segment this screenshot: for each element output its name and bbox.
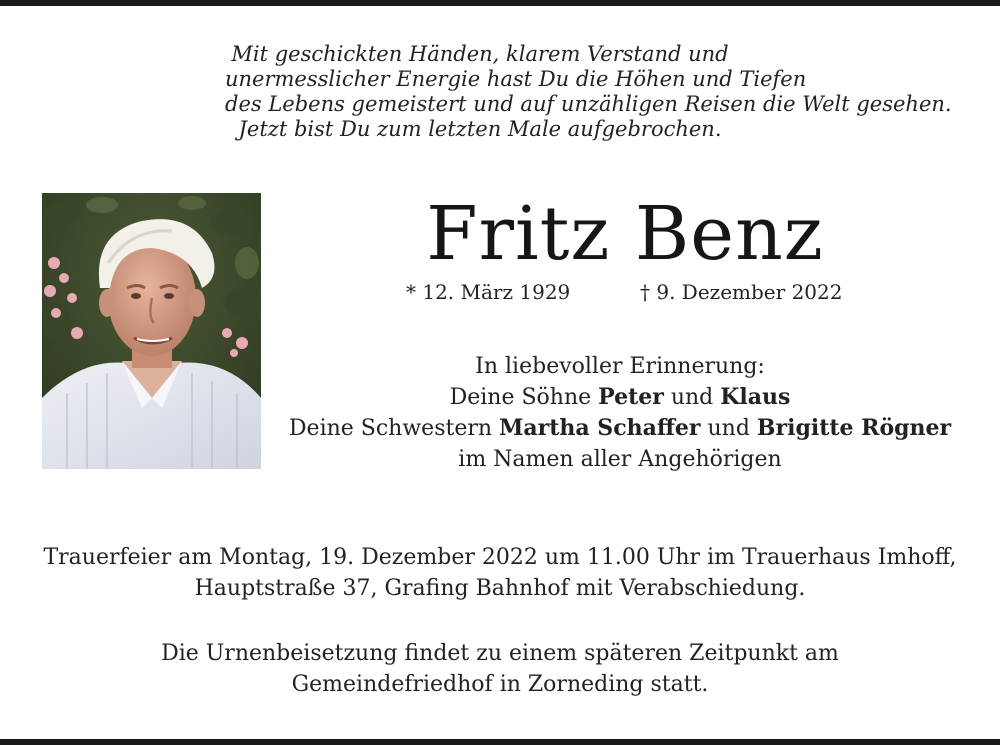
- urn-burial-info: [0, 638, 1000, 700]
- memorial-intro: In liebevoller Erinnerung:: [475, 354, 765, 379]
- poem-line: unermesslicher Energie hast Du die Höhen und Tiefen: [225, 67, 807, 91]
- poem-line: Mit geschickten Händen, klarem Verstand und: [231, 42, 729, 66]
- poem-line: Jetzt bist Du zum letzten Male aufgebrochen.: [238, 117, 722, 141]
- portrait-photo: [42, 193, 261, 469]
- birth-date: * 12. März 1929: [406, 280, 571, 304]
- sisters-line: [270, 413, 970, 444]
- burial-line: Gemeindefriedhof in Zorneding statt.: [291, 672, 709, 697]
- death-date: † 9. Dezember 2022: [640, 280, 843, 304]
- son-name: Peter: [598, 384, 664, 410]
- poem: [225, 42, 952, 142]
- sons-prefix: Deine Söhne: [449, 385, 599, 410]
- deceased-name: Fritz Benz: [426, 191, 824, 277]
- sister-name: Martha Schaffer: [499, 415, 701, 441]
- burial-line: Die Urnenbeisetzung findet zu einem späteren Zeitpunkt am: [161, 641, 839, 666]
- service-line: Hauptstraße 37, Grafing Bahnhof mit Verabschiedung.: [194, 576, 806, 601]
- sisters-prefix: Deine Schwestern: [288, 416, 500, 441]
- memorial-block: [270, 351, 970, 475]
- conjunction: und: [700, 416, 757, 441]
- sister-name: Brigitte Rögner: [756, 415, 952, 441]
- conjunction: und: [663, 385, 721, 410]
- poem-line: des Lebens gemeistert und auf unzähligen Reisen die Welt gesehen.: [225, 92, 952, 116]
- service-line: Trauerfeier am Montag, 19. Dezember 2022 um 11.00 Uhr im Trauerhaus Imhoff,: [43, 545, 957, 570]
- funeral-service-info: [0, 542, 1000, 604]
- son-name: Klaus: [720, 384, 791, 410]
- sons-line: [270, 382, 970, 413]
- memorial-outro: im Namen aller Angehörigen: [458, 447, 782, 472]
